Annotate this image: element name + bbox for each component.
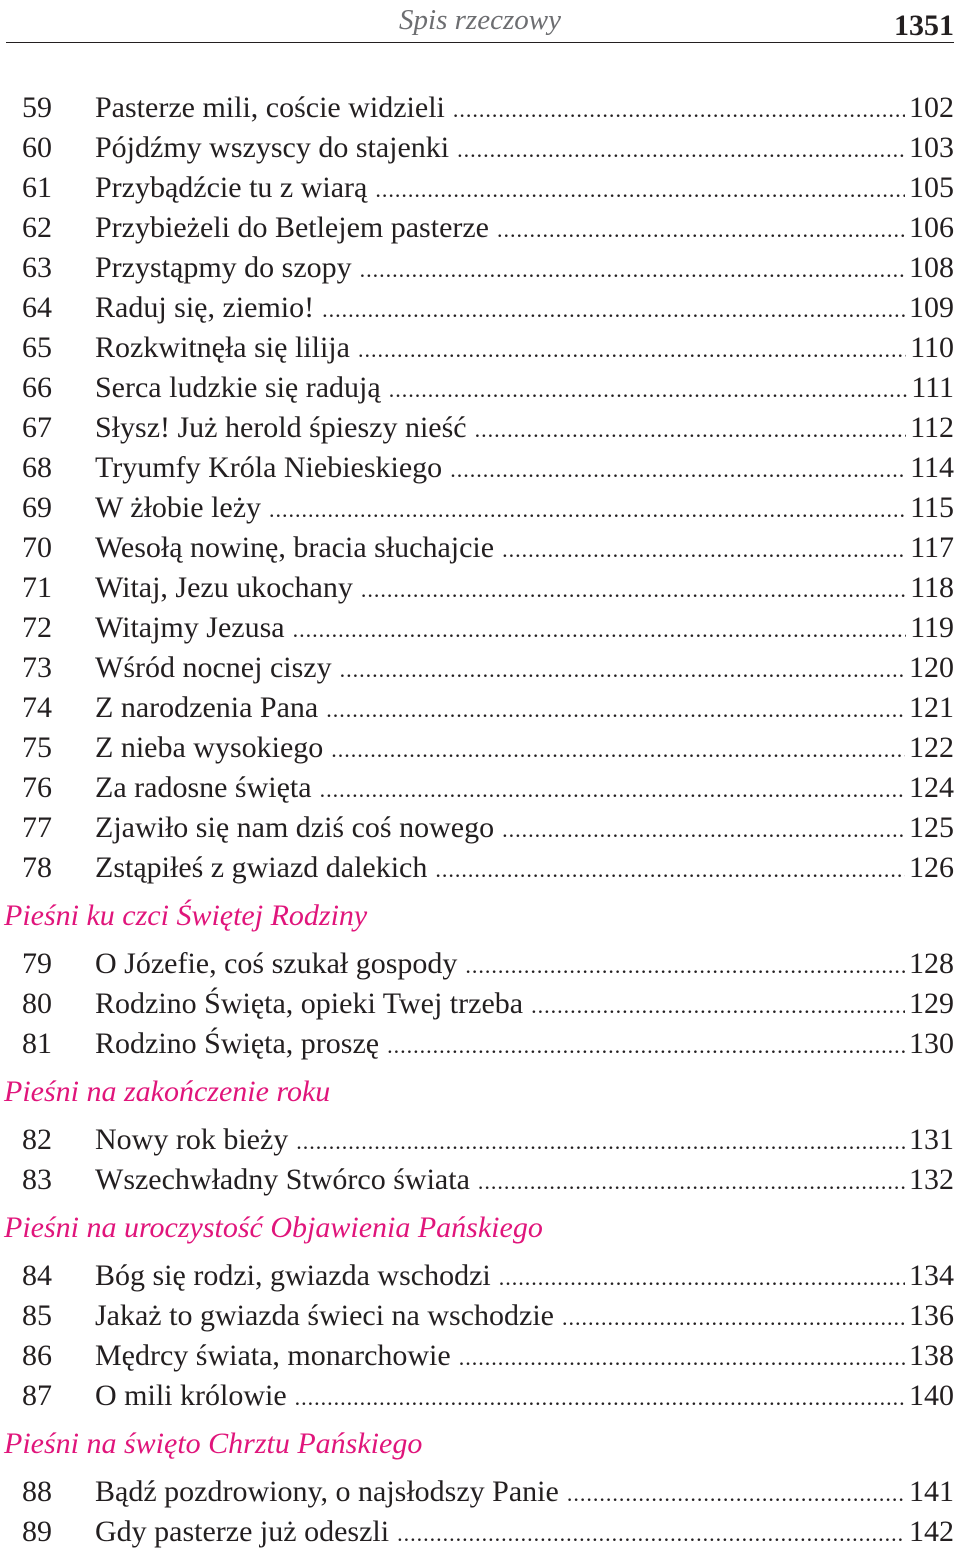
entry-page: 117: [910, 531, 954, 564]
toc-entry: [0, 208, 960, 248]
dot-leader: [296, 1122, 905, 1162]
toc-entry: [0, 448, 960, 488]
entry-page: 132: [909, 1163, 954, 1196]
dot-leader: [293, 610, 907, 650]
entry-page: 122: [909, 731, 954, 764]
entry-page: 130: [909, 1027, 954, 1060]
toc-entry: [0, 808, 960, 848]
dot-leader: [269, 490, 906, 530]
entry-number: 75: [22, 731, 52, 764]
entry-number: 82: [22, 1123, 52, 1156]
entry-page: 103: [909, 131, 954, 164]
entry-number: 63: [22, 251, 52, 284]
toc-entry: [0, 88, 960, 128]
entry-title: O mili królowie: [95, 1379, 287, 1412]
entry-title: Z nieba wysokiego: [95, 731, 324, 764]
page-header: [0, 0, 960, 46]
dot-leader: [502, 530, 906, 570]
toc-entry: [0, 1336, 960, 1376]
section-heading: Pieśni na uroczystość Objawienia Pańskiego: [4, 1211, 543, 1244]
toc-entry: [0, 528, 960, 568]
entry-number: 87: [22, 1379, 52, 1412]
entry-page: 124: [909, 771, 954, 804]
entry-title: W żłobie leży: [95, 491, 262, 524]
dot-leader: [475, 410, 907, 450]
dot-leader: [465, 946, 905, 986]
entry-title: Rodzino Święta, proszę: [95, 1027, 380, 1060]
entry-page: 129: [909, 987, 954, 1020]
page-number: 1351: [894, 9, 954, 42]
toc-entry: [0, 688, 960, 728]
entry-number: 80: [22, 987, 52, 1020]
dot-leader: [453, 90, 905, 130]
entry-page: 111: [911, 371, 954, 404]
table-of-contents: [0, 88, 960, 1552]
dot-leader: [459, 1338, 905, 1378]
toc-entry: [0, 168, 960, 208]
entry-number: 86: [22, 1339, 52, 1372]
entry-title: Jakaż to gwiazda świeci na wschodzie: [95, 1299, 554, 1332]
toc-entry: [0, 1256, 960, 1296]
dot-leader: [567, 1474, 905, 1514]
toc-entry: [0, 128, 960, 168]
entry-title: O Józefie, coś szukał gospody: [95, 947, 458, 980]
dot-leader: [502, 810, 905, 850]
entry-number: 72: [22, 611, 52, 644]
toc-entry: [0, 1160, 960, 1200]
dot-leader: [562, 1298, 905, 1338]
entry-title: Gdy pasterze już odeszli: [95, 1515, 390, 1548]
entry-title: Pasterze mili, coście widzieli: [95, 91, 445, 124]
entry-title: Nowy rok bieży: [95, 1123, 289, 1156]
entry-page: 136: [909, 1299, 954, 1332]
entry-number: 69: [22, 491, 52, 524]
entry-number: 79: [22, 947, 52, 980]
toc-entry: [0, 1376, 960, 1416]
entry-number: 74: [22, 691, 52, 724]
entry-title: Wszechwładny Stwórco świata: [95, 1163, 470, 1196]
dot-leader: [450, 450, 906, 490]
dot-leader: [397, 1514, 905, 1554]
entry-title: Za radosne święta: [95, 771, 312, 804]
section-heading: Pieśni na święto Chrztu Pańskiego: [4, 1427, 423, 1460]
entry-page: 140: [909, 1379, 954, 1412]
toc-entry: [0, 1472, 960, 1512]
entry-number: 85: [22, 1299, 52, 1332]
entry-number: 84: [22, 1259, 52, 1292]
entry-title: Bóg się rodzi, gwiazda wschodzi: [95, 1259, 491, 1292]
toc-entry: [0, 368, 960, 408]
entry-title: Słysz! Już herold śpieszy nieść: [95, 411, 467, 444]
toc-entry: [0, 328, 960, 368]
dot-leader: [478, 1162, 905, 1202]
entry-number: 70: [22, 531, 52, 564]
entry-title: Mędrcy świata, monarchowie: [95, 1339, 451, 1372]
entry-title: Wesołą nowinę, bracia słuchajcie: [95, 531, 495, 564]
toc-entry: [0, 248, 960, 288]
entry-page: 119: [910, 611, 954, 644]
entry-title: Przybieżeli do Betlejem pasterze: [95, 211, 489, 244]
entry-page: 141: [909, 1475, 954, 1508]
entry-number: 67: [22, 411, 52, 444]
entry-title: Raduj się, ziemio!: [95, 291, 315, 324]
entry-title: Pójdźmy wszyscy do stajenki: [95, 131, 450, 164]
entry-title: Witaj, Jezu ukochany: [95, 571, 353, 604]
header-rule: [6, 42, 954, 43]
dot-leader: [531, 986, 905, 1026]
toc-entry: [0, 768, 960, 808]
dot-leader: [361, 570, 906, 610]
toc-entry: [0, 648, 960, 688]
dot-leader: [387, 1026, 905, 1066]
entry-page: 134: [909, 1259, 954, 1292]
entry-number: 62: [22, 211, 52, 244]
dot-leader: [340, 650, 905, 690]
entry-title: Zstąpiłeś z gwiazd dalekich: [95, 851, 428, 884]
entry-page: 138: [909, 1339, 954, 1372]
entry-page: 115: [910, 491, 954, 524]
entry-title: Przybądźcie tu z wiarą: [95, 171, 368, 204]
entry-number: 60: [22, 131, 52, 164]
entry-page: 142: [909, 1515, 954, 1548]
toc-entry: [0, 1024, 960, 1064]
entry-page: 126: [909, 851, 954, 884]
dot-leader: [389, 370, 908, 410]
entry-title: Przystąpmy do szopy: [95, 251, 352, 284]
entry-page: 118: [910, 571, 954, 604]
entry-title: Serca ludzkie się radują: [95, 371, 381, 404]
entry-number: 76: [22, 771, 52, 804]
entry-page: 112: [910, 411, 954, 444]
dot-leader: [435, 850, 905, 890]
toc-entry: [0, 984, 960, 1024]
entry-title: Wśród nocnej ciszy: [95, 651, 332, 684]
toc-entry: [0, 1512, 960, 1552]
entry-number: 71: [22, 571, 52, 604]
toc-entry: [0, 848, 960, 888]
toc-entry: [0, 488, 960, 528]
entry-number: 65: [22, 331, 52, 364]
toc-entry: [0, 288, 960, 328]
toc-entry: [0, 408, 960, 448]
entry-page: 131: [909, 1123, 954, 1156]
dot-leader: [320, 770, 905, 810]
entry-number: 88: [22, 1475, 52, 1508]
entry-title: Zjawiło się nam dziś coś nowego: [95, 811, 495, 844]
entry-title: Tryumfy Króla Niebieskiego: [95, 451, 443, 484]
dot-leader: [331, 730, 905, 770]
entry-number: 73: [22, 651, 52, 684]
dot-leader: [326, 690, 905, 730]
toc-entry: [0, 1120, 960, 1160]
entry-page: 109: [909, 291, 954, 324]
toc-entry: [0, 608, 960, 648]
entry-page: 121: [909, 691, 954, 724]
entry-number: 59: [22, 91, 52, 124]
toc-entry: [0, 728, 960, 768]
entry-number: 83: [22, 1163, 52, 1196]
entry-number: 77: [22, 811, 52, 844]
dot-leader: [358, 330, 906, 370]
entry-number: 66: [22, 371, 52, 404]
entry-page: 120: [909, 651, 954, 684]
entry-number: 64: [22, 291, 52, 324]
entry-page: 125: [909, 811, 954, 844]
entry-title: Bądź pozdrowiony, o najsłodszy Panie: [95, 1475, 559, 1508]
entry-number: 89: [22, 1515, 52, 1548]
dot-leader: [457, 130, 905, 170]
dot-leader: [360, 250, 905, 290]
entry-number: 78: [22, 851, 52, 884]
dot-leader: [375, 170, 905, 210]
dot-leader: [322, 290, 905, 330]
entry-title: Witajmy Jezusa: [95, 611, 285, 644]
entry-title: Z narodzenia Pana: [95, 691, 319, 724]
entry-page: 114: [910, 451, 954, 484]
dot-leader: [497, 210, 905, 250]
entry-page: 110: [910, 331, 954, 364]
entry-number: 61: [22, 171, 52, 204]
entry-page: 128: [909, 947, 954, 980]
dot-leader: [295, 1378, 905, 1418]
entry-page: 108: [909, 251, 954, 284]
running-header-title: Spis rzeczowy: [399, 4, 561, 36]
toc-entry: [0, 568, 960, 608]
entry-page: 106: [909, 211, 954, 244]
entry-page: 102: [909, 91, 954, 124]
section-heading: Pieśni ku czci Świętej Rodziny: [4, 899, 368, 932]
entry-title: Rozkwitnęła się lilija: [95, 331, 350, 364]
dot-leader: [499, 1258, 905, 1298]
entry-number: 68: [22, 451, 52, 484]
entry-page: 105: [909, 171, 954, 204]
entry-title: Rodzino Święta, opieki Twej trzeba: [95, 987, 524, 1020]
section-heading: Pieśni na zakończenie roku: [4, 1075, 331, 1108]
toc-entry: [0, 944, 960, 984]
toc-entry: [0, 1296, 960, 1336]
entry-number: 81: [22, 1027, 52, 1060]
